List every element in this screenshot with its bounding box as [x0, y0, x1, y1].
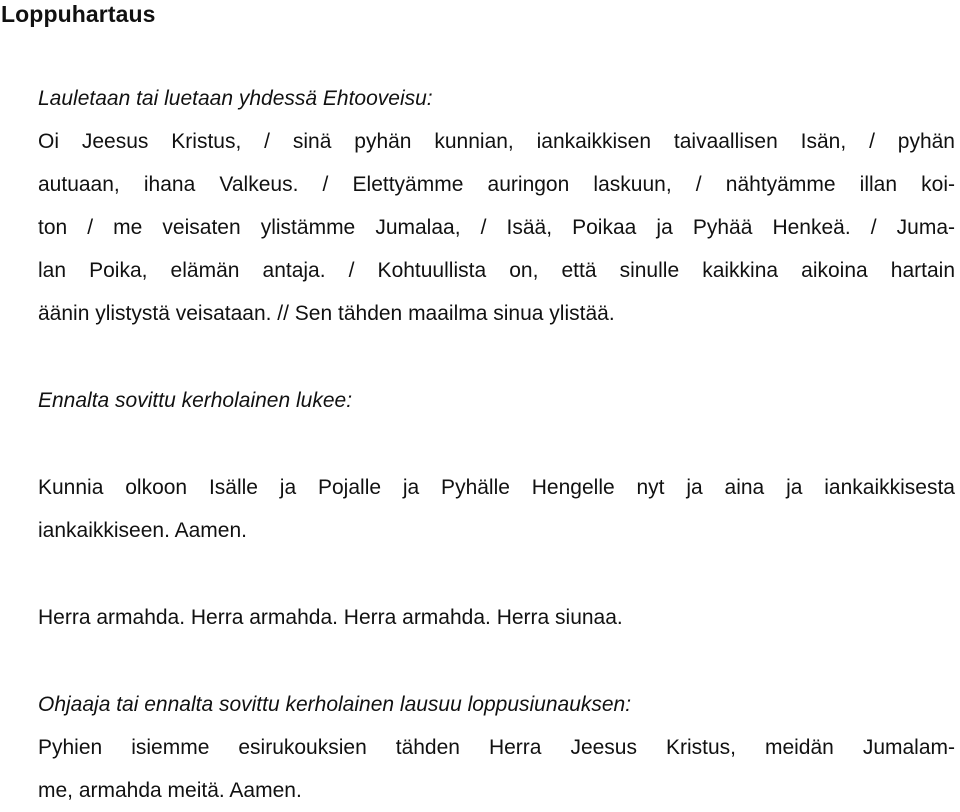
hymn-line: lan Poika, elämän antaja. / Kohtuullista on, että sinulle kaikkina aikoina hartain — [38, 259, 955, 282]
page-title: Loppuhartaus — [1, 1, 156, 27]
doxology-section — [38, 466, 958, 552]
blessing-section — [38, 683, 958, 812]
hymn-line: Oi Jeesus Kristus, / sinä pyhän kunnian, iankaikkisen taivaallisen Isän, / pyhän — [38, 130, 955, 153]
kyrie-section — [38, 596, 958, 639]
blessing-line: Pyhien isiemme esirukouksien tähden Herra Jeesus Kristus, meidän Jumalam- — [38, 736, 955, 759]
doxology-line: iankaikkiseen. Aamen. — [38, 519, 247, 542]
reading-instruction: Ennalta sovittu kerholainen lukee: — [38, 389, 353, 412]
doxology-line: Kunnia olkoon Isälle ja Pojalle ja Pyhälle Hengelle nyt ja aina ja iankaikkisesta — [38, 476, 955, 499]
hymn-section — [38, 77, 958, 335]
hymn-line: äänin ylistystä veisataan. // Sen tähden maailma sinua ylistää. — [38, 302, 615, 325]
blessing-instruction: Ohjaaja tai ennalta sovittu kerholainen lausuu loppusiunauksen: — [38, 693, 632, 716]
hymn-line: ton / me veisaten ylistämme Jumalaa, / Isää, Poikaa ja Pyhää Henkeä. / Juma- — [38, 216, 955, 239]
hymn-line: autuaan, ihana Valkeus. / Elettyämme auringon laskuun, / nähtyämme illan koi- — [38, 173, 955, 196]
reading-instruction-section — [38, 379, 958, 422]
hymn-instruction: Lauletaan tai luetaan yhdessä Ehtooveisu: — [38, 87, 433, 110]
blessing-line: me, armahda meitä. Aamen. — [38, 779, 302, 802]
kyrie-text: Herra armahda. Herra armahda. Herra armahda. Herra siunaa. — [38, 606, 623, 629]
